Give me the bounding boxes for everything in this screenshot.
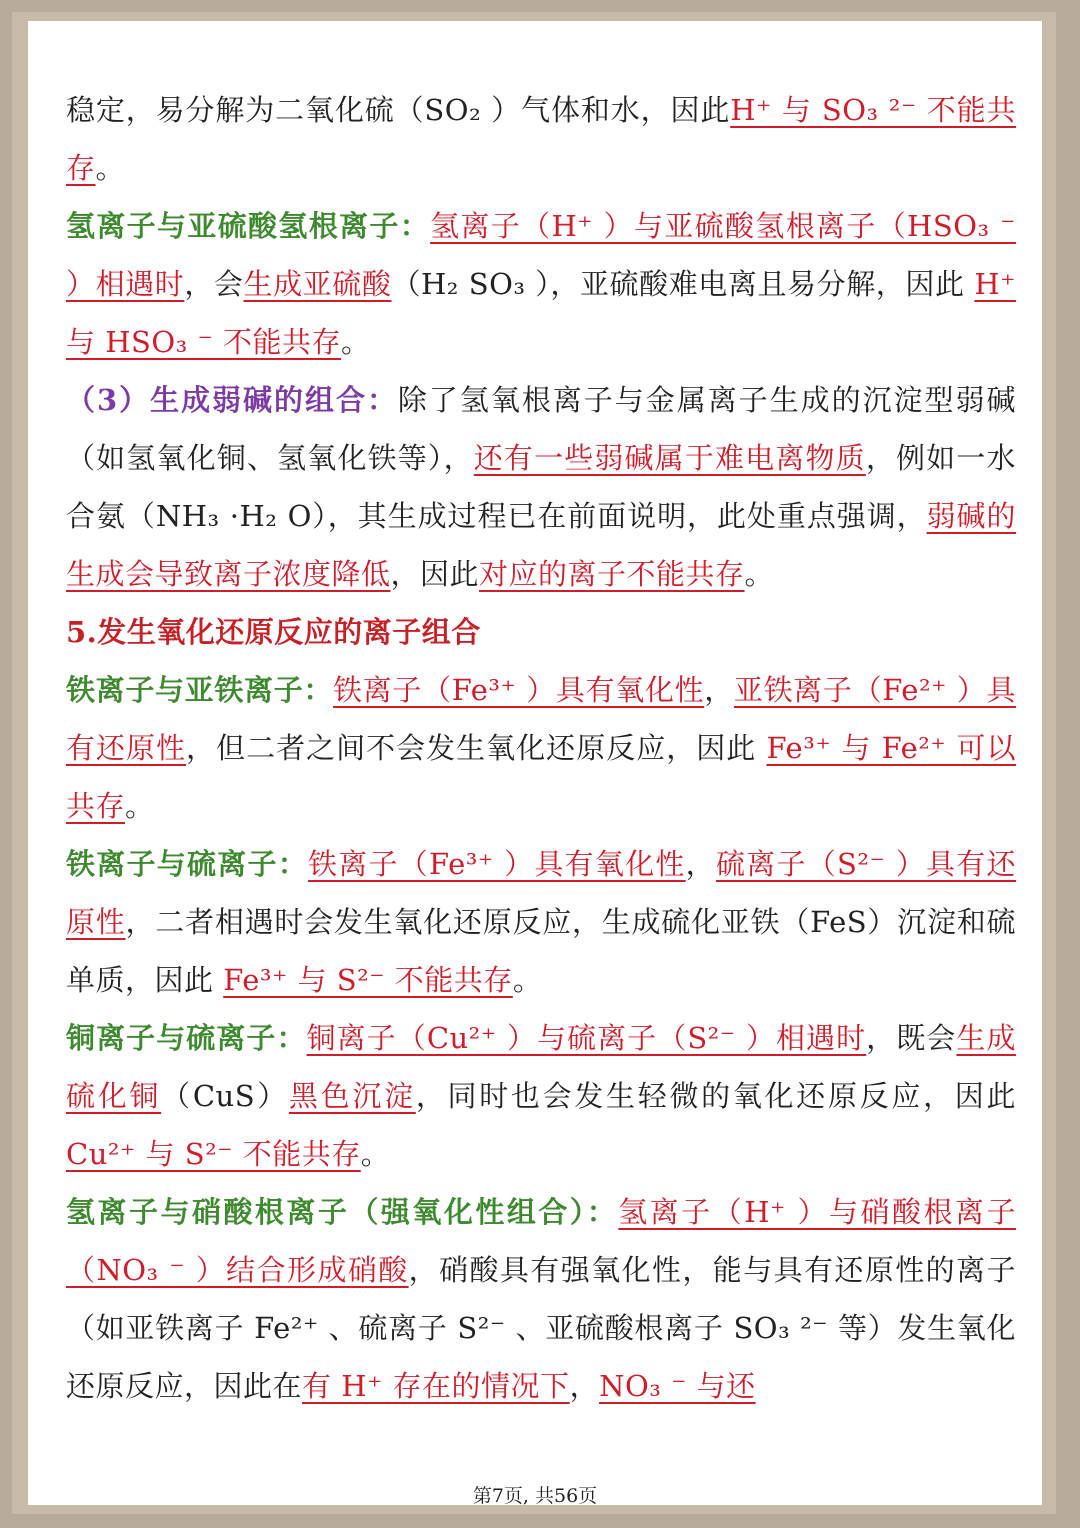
underlined-text: 还有一些弱碱属于难电离物质 <box>473 441 866 475</box>
body-text: ，但二者之间不会发生氧化还原反应，因此 <box>186 731 767 765</box>
page-number: 第7页, 共56页 <box>472 1485 598 1507</box>
section-label: 氢离子与硝酸根离子（强氧化性组合）： <box>66 1195 619 1229</box>
section-label: 铁离子与亚铁离子： <box>66 673 334 707</box>
subsection-heading: （3）生成弱碱的组合： <box>66 383 398 417</box>
body-text: 。 <box>360 1137 391 1171</box>
underlined-text: 对应的离子不能共存 <box>479 557 745 591</box>
section-label: 铁离子与硫离子： <box>66 847 309 881</box>
underlined-text: 弱碱的生成会导致离子浓度降低 <box>66 499 1016 591</box>
paragraph <box>66 1009 1016 1183</box>
body-text: 。 <box>512 963 543 997</box>
body-text: ， <box>685 847 716 881</box>
body-text: ， <box>704 673 734 707</box>
paragraph <box>66 1183 1016 1415</box>
underlined-text: 氢离子（H⁺ ）与亚硫酸氢根离子（HSO₃ ⁻ ）相遇时 <box>66 209 1016 301</box>
paragraph <box>66 197 1016 371</box>
underlined-text: 黑色沉淀 <box>288 1079 416 1113</box>
body-text: ，因此 <box>390 557 480 591</box>
body-text: （H₂ SO₃ ），亚硫酸难电离且易分解，因此 <box>391 267 975 301</box>
body-text: （CuS） <box>161 1079 289 1113</box>
body-text: ，会 <box>184 267 244 301</box>
underlined-text: 铁离子（Fe³⁺ ）具有氧化性 <box>308 847 686 881</box>
paragraph <box>66 835 1016 1009</box>
underlined-text: 铁离子（Fe³⁺ ）具有氧化性 <box>333 673 705 707</box>
underlined-text: NO₃ ⁻ 与还 <box>599 1369 756 1403</box>
underlined-text: Fe³⁺ 与 Fe²⁺ 可以共存 <box>66 731 1016 823</box>
underlined-text: H⁺ 与 HSO₃ ⁻ 不能共存 <box>66 267 1016 359</box>
section-heading: 5.发生氧化还原反应的离子组合 <box>66 615 481 649</box>
underlined-text: 生成硫化铜 <box>66 1021 1016 1113</box>
section-label: 铜离子与硫离子： <box>66 1021 307 1055</box>
body-text: ，二者相遇时会发生氧化还原反应，生成硫化亚铁（FeS）沉淀和硫单质，因此 <box>66 905 1016 997</box>
underlined-text: Cu²⁺ 与 S²⁻ 不能共存 <box>66 1137 361 1171</box>
underlined-text: 铜离子（Cu²⁺ ）与硫离子（S²⁻ ）相遇时 <box>306 1021 867 1055</box>
paragraph <box>66 371 1016 603</box>
document-body <box>66 81 1016 1415</box>
body-text: ，硝酸具有强氧化性，能与具有还原性的离子（如亚铁离子 Fe²⁺ 、硫离子 S²⁻ 、亚硫酸根离子 SO₃ ²⁻ 等）发生氧化还原反应，因此在 <box>66 1253 1016 1403</box>
body-text: ，例如一水合氨（NH₃ ·H₂ O），其生成过程已在前面说明，此处重点强调， <box>66 441 1016 533</box>
underlined-text: H⁺ 与 SO₃ ²⁻ 不能共存 <box>66 93 1016 185</box>
underlined-text: 生成亚硫酸 <box>243 267 392 301</box>
paragraph <box>66 661 1016 835</box>
body-text: ， <box>569 1369 600 1403</box>
body-text: ，既会 <box>866 1021 957 1055</box>
paragraph <box>66 603 1016 661</box>
body-text: 。 <box>125 789 155 823</box>
underlined-text: Fe³⁺ 与 S²⁻ 不能共存 <box>223 963 513 997</box>
body-text: 除了氢氧根离子与金属离子生成的沉淀型弱碱（如氢氧化铜、氢氧化铁等）， <box>66 383 1016 475</box>
paragraph <box>66 81 1016 197</box>
underlined-text: 有 H⁺ 存在的情况下 <box>302 1369 570 1403</box>
body-text: 。 <box>341 325 371 359</box>
document-page <box>28 21 1042 1505</box>
body-text: ，同时也会发生轻微的氧化还原反应，因此 <box>415 1079 1016 1113</box>
page-frame <box>12 12 1056 1514</box>
underlined-text: 氢离子（H⁺ ）与硝酸根离子（NO₃ ⁻ ）结合形成硝酸 <box>66 1195 1016 1287</box>
underlined-text: 亚铁离子（Fe²⁺ ）具有还原性 <box>66 673 1016 765</box>
body-text: 稳定，易分解为二氧化硫（SO₂ ）气体和水，因此 <box>66 93 731 127</box>
section-label: 氢离子与亚硫酸氢根离子： <box>66 209 431 243</box>
body-text: 。 <box>744 557 775 591</box>
underlined-text: 硫离子（S²⁻ ）具有还原性 <box>66 847 1016 939</box>
body-text: 。 <box>95 151 126 185</box>
